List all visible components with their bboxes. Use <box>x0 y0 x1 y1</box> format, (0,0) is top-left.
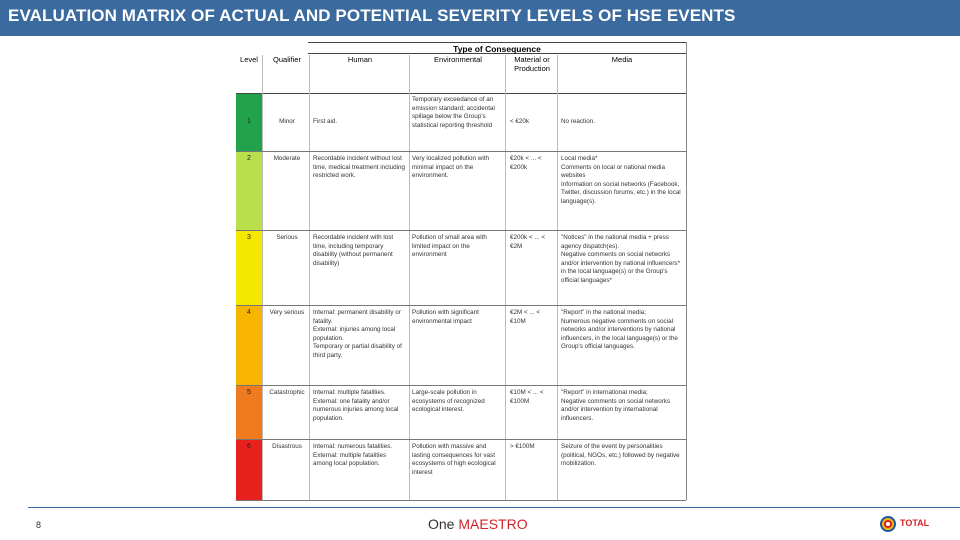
row-4-level: 4 <box>247 309 251 316</box>
row-2-material: €20k < ... < €200k <box>510 155 542 171</box>
brand-prefix: One <box>428 516 459 532</box>
row-6-qualifier: Disastrous <box>272 443 302 450</box>
row-1-human: First aid. <box>313 118 338 125</box>
row-6-material: > €100M <box>510 443 535 450</box>
row-5-qualifier: Catastrophic <box>269 389 305 396</box>
row-1-material: < €20k <box>510 118 530 125</box>
row-4-qualifier: Very serious <box>269 309 305 316</box>
row-1-qualifier: Minor <box>279 118 295 125</box>
row-5-material: €10M < ... < €100M <box>510 389 544 405</box>
row-3-qualifier: Serious <box>276 234 298 241</box>
page-title: EVALUATION MATRIX OF ACTUAL AND POTENTIAL SEVERITY LEVELS OF HSE EVENTS <box>8 6 736 25</box>
total-logo-text: TOTAL <box>900 518 930 528</box>
row-4-environmental: Pollution with significant environmental impact <box>412 309 479 325</box>
row-2-media: Local media* Comments on local or national media websites Information on social networks (Facebook, Twitter, discussion forums, etc.) in the local language(s). <box>561 155 681 205</box>
col-divider <box>505 55 506 500</box>
row-divider <box>236 151 686 152</box>
one-maestro-logo <box>428 516 528 532</box>
col-header-media: Media <box>611 55 633 64</box>
footer-divider <box>28 507 960 508</box>
row-3-human: Recordable incident with lost time, including temporary disability (without permanent disability) <box>313 234 394 267</box>
row-4-material: €2M < ... < €10M <box>510 309 541 325</box>
row-6-level: 6 <box>247 443 251 450</box>
col-header-material: Material or Production <box>514 55 550 73</box>
row-5-environmental: Large-scale pollution in ecosystems of recognized ecological interest. <box>412 389 485 413</box>
row-2-qualifier: Moderate <box>273 155 301 162</box>
row-divider <box>236 230 686 231</box>
row-4-media: "Report" in the national media; Numerous negative comments on social networks and/or interventions by national influencers, in the local language(s) or the Group's official languages. <box>561 309 678 350</box>
col-divider <box>309 55 310 500</box>
row-divider <box>236 439 686 440</box>
row-3-material: €200k < ... < €2M <box>510 234 546 250</box>
col-header-environmental: Environmental <box>434 55 482 64</box>
row-4-human: Internal: permanent disability or fatality. External: injuries among local population. Temporary or partial disability of third party. <box>313 309 402 359</box>
row-1-level: 1 <box>247 118 251 125</box>
header-divider <box>236 93 686 94</box>
total-logo-icon <box>878 514 898 534</box>
row-5-level: 5 <box>247 389 251 396</box>
row-1-environmental: Temporary exceedance of an emission standard; accidental spillage below the Group's statistical reporting threshold <box>412 96 495 129</box>
row-3-level: 3 <box>247 234 251 241</box>
brand-name: MAESTRO <box>458 516 528 532</box>
row-2-environmental: Very localized pollution with minimal impact on the environment. <box>412 155 490 179</box>
severity-color-4 <box>236 306 262 386</box>
row-2-level: 2 <box>247 155 251 162</box>
row-6-environmental: Pollution with massive and lasting consequences for vast ecosystems of high ecological interest <box>412 443 496 476</box>
col-header-human: Human <box>347 55 373 64</box>
col-header-qualifier: Qualifier <box>273 55 301 64</box>
row-5-human: Internal: multiple fatalities. External: one fatality and/or numerous injuries among local population. <box>313 389 399 422</box>
total-logo <box>878 514 938 534</box>
col-divider <box>557 55 558 500</box>
severity-color-3 <box>236 231 262 306</box>
row-1-media: No reaction. <box>561 118 595 125</box>
type-of-consequence-header: Type of Consequence <box>308 42 686 54</box>
row-divider <box>236 305 686 306</box>
severity-color-2 <box>236 152 262 231</box>
page-number: 8 <box>36 520 42 530</box>
row-6-human: Internal: numerous fatalities. External: multiple fatalities among local population. <box>313 443 393 467</box>
col-divider <box>262 55 263 500</box>
col-header-level: Level <box>240 55 258 64</box>
row-divider <box>236 385 686 386</box>
row-2-human: Recordable incident without lost time, medical treatment including restricted work. <box>313 155 406 179</box>
row-3-media: "Notices" in the national media + press agency dispatch(es). Negative comments on social networks and/or intervention by national influencers* in the local language(s) or the Group's official languages* <box>561 234 681 284</box>
title-bar <box>0 0 960 36</box>
col-divider <box>409 55 410 500</box>
row-divider <box>236 500 686 501</box>
row-5-media: "Report" in international media; Negative comments on social networks and/or intervention by international influencers. <box>561 389 671 422</box>
row-3-environmental: Pollution of small area with limited impact on the environment <box>412 234 487 258</box>
col-divider <box>686 42 687 500</box>
row-6-media: Seizure of the event by personalities (political, NGOs, etc.) followed by negative mobilization. <box>561 443 680 467</box>
